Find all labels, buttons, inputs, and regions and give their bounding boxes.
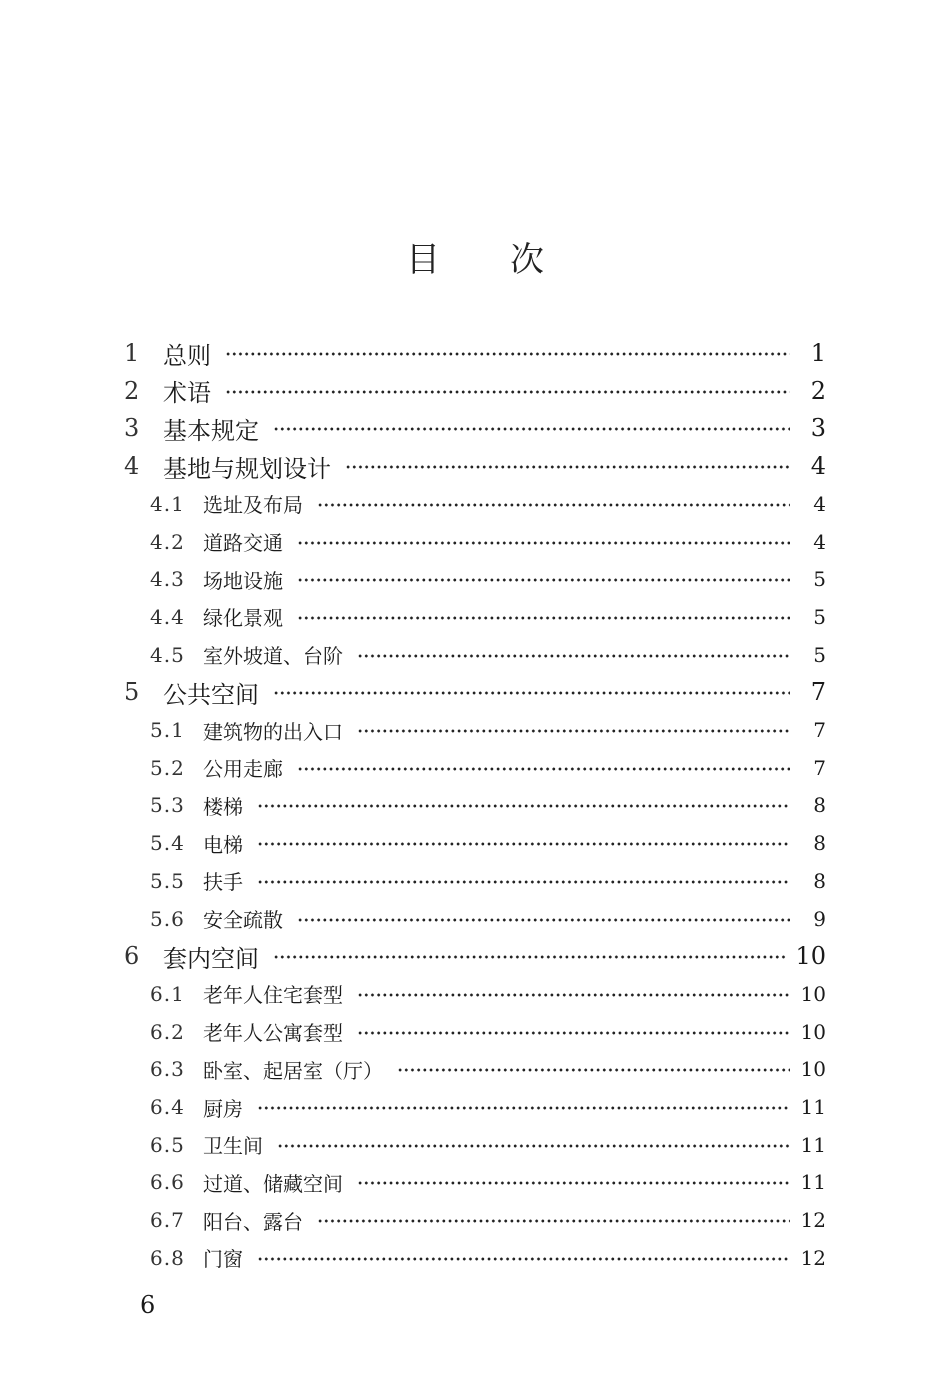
toc-entry-label: 公共空间 [163,680,259,709]
toc-dot-leader [345,465,790,469]
toc-entry-page: 10 [795,942,826,971]
toc-entry-label: 阳台、露台 [203,1209,303,1234]
toc-entry-page: 9 [813,906,826,931]
toc-dot-leader [357,1181,790,1185]
toc-entry-page: 7 [810,678,826,707]
toc-entry-number: 6.6 [150,1170,185,1195]
toc-entry-page: 8 [813,793,826,818]
toc-entry[interactable] [150,1126,826,1164]
toc-entry-number: 3 [124,414,141,443]
toc-entry[interactable] [150,1239,826,1277]
toc-entry[interactable] [124,372,826,410]
toc-entry-page: 8 [813,868,826,893]
toc-entry-number: 1 [124,339,141,367]
toc-entry-label: 术语 [163,379,211,408]
toc-title [0,238,950,282]
toc-entry-label: 建筑物的出入口 [203,719,343,744]
toc-entry-number: 6.2 [150,1019,185,1044]
toc-dot-leader [225,390,790,394]
toc-dot-leader [257,1106,790,1110]
toc-dot-leader [273,955,787,959]
toc-entry[interactable] [124,937,826,975]
toc-entry-number: 5.6 [150,906,185,931]
toc-dot-leader [257,880,790,884]
toc-entry[interactable] [150,900,826,938]
toc-entry-page: 12 [800,1245,826,1270]
toc-entry-label: 室外坡道、台阶 [203,644,343,669]
toc-entry-number: 4 [124,452,141,481]
toc-entry-page: 12 [800,1208,826,1233]
toc-entry-page: 5 [813,642,826,667]
toc-entry-number: 6.5 [150,1132,185,1157]
toc-dot-leader [225,352,790,356]
toc-entry-page: 11 [800,1095,826,1119]
toc-entry[interactable] [150,711,826,749]
toc-entry-page: 7 [813,718,826,742]
toc-entry-number: 6.4 [150,1095,185,1119]
page-number: 6 [140,1291,156,1319]
toc-entry[interactable] [150,598,826,636]
toc-dot-leader [297,578,790,582]
toc-entry-page: 8 [813,831,826,856]
toc-entry-label: 公用走廊 [203,757,283,782]
toc-entry-label: 场地设施 [203,568,283,593]
toc-dot-leader [297,616,790,620]
toc-title-char-1: 目 [406,240,440,280]
toc-dot-leader [257,804,790,808]
toc-entry[interactable] [150,1163,826,1201]
toc-entry-number: 4.1 [150,491,185,516]
toc-entry[interactable] [150,824,826,862]
toc-entry-number: 6.8 [150,1245,185,1270]
toc-entry-label: 过道、储藏空间 [203,1171,343,1196]
toc-entry[interactable] [150,1201,826,1239]
toc-dot-leader [357,993,790,997]
toc-entry-page: 4 [813,491,826,516]
toc-entry-number: 6 [124,942,141,971]
toc-entry[interactable] [124,334,826,372]
toc-entry-label: 道路交通 [203,531,283,555]
toc-entry-number: 5.3 [150,793,185,818]
toc-entry[interactable] [124,409,826,447]
toc-entry-page: 4 [810,452,826,481]
toc-entry[interactable] [150,862,826,900]
toc-entry[interactable] [150,560,826,598]
toc-entry-number: 5.5 [150,868,185,893]
toc-entry-number: 4.2 [150,529,185,554]
toc-entry-page: 10 [800,1019,826,1044]
toc-entry-number: 5.1 [150,718,185,742]
toc-dot-leader [397,1068,790,1072]
toc-entry-number: 2 [124,376,141,405]
toc-entry-label: 厨房 [203,1096,243,1121]
toc-entry-label: 老年人公寓套型 [203,1021,343,1046]
toc-entry-number: 5.4 [150,831,185,856]
toc-dot-leader [277,1144,790,1148]
toc-dot-leader [257,1257,790,1261]
toc-entry-label: 总则 [163,341,211,370]
toc-entry-page: 7 [813,755,826,780]
toc-entry-label: 电梯 [203,832,243,857]
toc-dot-leader [297,918,790,922]
toc-entry-page: 3 [810,414,826,443]
toc-entry-page: 11 [800,1132,826,1157]
toc-entry-page: 10 [800,1057,826,1082]
toc-entry-label: 套内空间 [163,944,259,973]
toc-entry[interactable] [150,485,826,523]
toc-entry-number: 6.3 [150,1057,185,1082]
toc-entry-page: 2 [810,376,826,405]
toc-entry-label: 卫生间 [203,1134,263,1159]
toc-dot-leader [357,729,790,733]
toc-entry-label: 老年人住宅套型 [203,983,343,1008]
toc-entry[interactable] [150,523,826,561]
toc-entry[interactable] [150,975,826,1013]
toc-entry-label: 绿化景观 [203,606,283,631]
toc-entry-number: 4.5 [150,642,185,667]
toc-dot-leader [257,842,790,846]
toc-entry[interactable] [124,673,826,711]
toc-dot-leader [357,1031,790,1035]
toc-entry-label: 基本规定 [163,416,259,445]
toc-entry[interactable] [150,1013,826,1051]
toc-dot-leader [297,767,790,771]
toc-entry-label: 门窗 [203,1247,243,1272]
toc-entry-page: 4 [813,529,826,554]
toc-entry-number: 4.3 [150,567,185,592]
toc-entry[interactable] [150,786,826,824]
toc-entry-number: 6.1 [150,981,185,1006]
toc-entry[interactable] [150,1088,826,1126]
toc-dot-leader [357,654,790,658]
toc-entry[interactable] [150,749,826,787]
toc-dot-leader [317,503,790,507]
toc-entry-label: 扶手 [203,870,243,895]
toc-dot-leader [297,541,790,545]
toc-entry-label: 楼梯 [203,794,243,819]
toc-entry-number: 5 [124,678,141,707]
toc-entry[interactable] [124,447,826,485]
toc-entry[interactable] [150,636,826,674]
toc-entry-page: 10 [800,981,826,1006]
toc-entry-label: 基地与规划设计 [163,454,331,483]
toc-dot-leader [317,1219,790,1223]
toc-dot-leader [273,691,790,695]
toc-entry-label: 卧室、起居室（厅） [203,1058,383,1083]
toc-entry-number: 4.4 [150,604,185,629]
toc-entry-number: 6.7 [150,1208,185,1233]
toc-dot-leader [273,427,790,431]
toc-entry-page: 5 [813,567,826,592]
toc-entry-label: 选址及布局 [203,493,303,518]
toc-entry-page: 1 [810,339,826,367]
toc-entry-label: 安全疏散 [203,908,283,932]
toc-entry[interactable] [150,1050,826,1088]
toc-entry-page: 5 [813,604,826,629]
toc-title-char-2: 次 [510,240,544,280]
toc-entry-page: 11 [800,1170,826,1195]
toc-entry-number: 5.2 [150,755,185,780]
